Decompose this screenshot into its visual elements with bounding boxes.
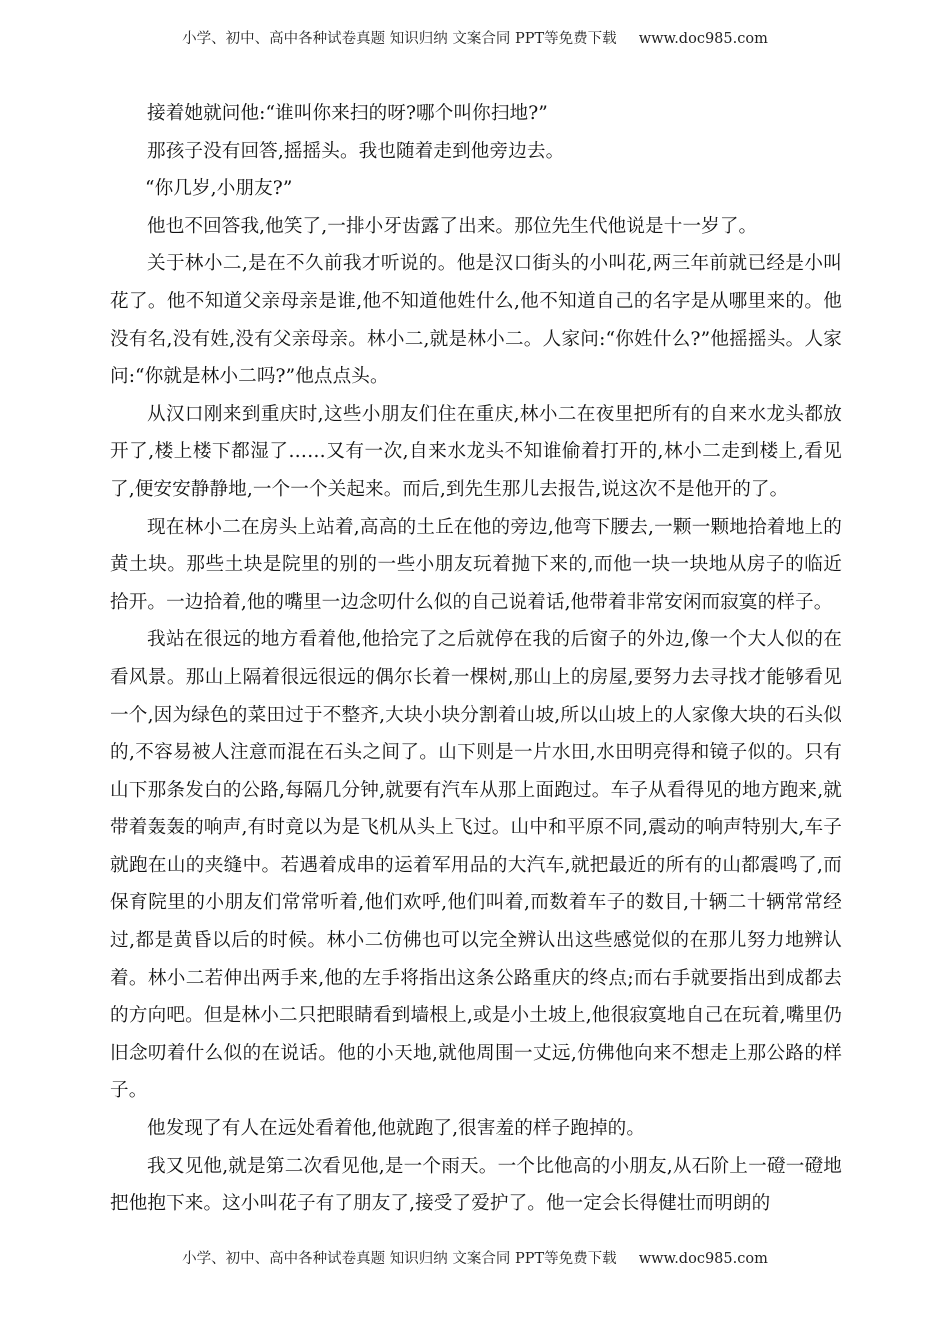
- document-body: [110, 95, 842, 1223]
- footer-banner: 小学、初中、高中各种试卷真题 知识归纳 文案合同 PPT等免费下载: [182, 1251, 617, 1267]
- paragraph: 接着她就问他:“谁叫你来扫的呀?哪个叫你扫地?”: [147, 103, 548, 124]
- header-url-link[interactable]: www.doc985.com: [638, 31, 768, 47]
- paragraph: “你几岁,小朋友?”: [145, 178, 293, 200]
- page-footer: [0, 1247, 950, 1268]
- paragraph: 他也不回答我,他笑了,一排小牙齿露了出来。那位先生代他说是十一岁了。: [147, 215, 758, 237]
- paragraph: 关于林小二,是在不久前我才听说的。他是汉口街头的小叫花,两三年前就已经是小叫花了。他不知道父亲母亲是谁,他不知道他姓什么,他不知道自己的名字是从哪里来的。他没有名,没有姓,没有父亲母亲。林小二,就是林小二。人家问:“你姓什么?”他摇摇头。人家问:“你就是林小二吗?”他点点头。: [110, 253, 842, 388]
- footer-url-link[interactable]: www.doc985.com: [638, 1251, 768, 1267]
- paragraph: 从汉口刚来到重庆时,这些小朋友们住在重庆,林小二在夜里把所有的自来水龙头都放开了,楼上楼下都湿了……又有一次,自来水龙头不知谁偷着打开的,林小二走到楼上,看见了,便安安静静地,一个一个关起来。而后,到先生那儿去报告,说这次不是他开的了。: [110, 403, 842, 500]
- paragraph: 他发现了有人在远处看着他,他就跑了,很害羞的样子跑掉的。: [147, 1118, 646, 1140]
- paragraph: 我站在很远的地方看着他,他拾完了之后就停在我的后窗子的外边,像一个大人似的在看风景。那山上隔着很远很远的偶尔长着一棵树,那山上的房屋,要努力去寻找才能够看见一个,因为绿色的菜田过于不整齐,大块小块分割着山坡,所以山坡上的人家像大块的石头似的,不容易被人注意而混在石头之间了。山下则是一片水田,水田明亮得和镜子似的。只有山下那条发白的公路,每隔几分钟,就要有汽车从那上面跑过。车子从看得见的地方跑来,就带着轰轰的响声,有时竟以为是飞机从头上飞过。山中和平原不同,震动的响声特别大,车子就跑在山的夹缝中。若遇着成串的运着军用品的大汽车,就把最近的所有的山都震鸣了,而保育院里的小朋友们常常听着,他们欢呼,他们叫着,而数着车子的数目,十辆二十辆常常经过,都是黄昏以后的时候。林小二仿佛也可以完全辨认出这些感觉似的在那儿努力地辨认着。林小二若伸出两手来,他的左手将指出这条公路重庆的终点;而右手就要指出到成都去的方向吧。但是林小二只把眼睛看到墙根上,或是小土坡上,他很寂寞地自己在玩着,嘴里仍旧念叨着什么似的在说话。他的小天地,就他周围一丈远,仿佛他向来不想走上那公路的样子。: [110, 629, 842, 1102]
- page-header: [0, 27, 950, 48]
- paragraph: 现在林小二在房头上站着,高高的土丘在他的旁边,他弯下腰去,一颗一颗地拾着地上的黄土块。那些土块是院里的别的一些小朋友玩着抛下来的,而他一块一块地从房子的临近拾开。一边拾着,他的嘴里一边念叨什么似的自己说着话,他带着非常安闲而寂寞的样子。: [110, 516, 842, 613]
- paragraph: 我又见他,就是第二次看见他,是一个雨天。一个比他高的小朋友,从石阶上一磴一磴地把他抱下来。这小叫花子有了朋友了,接受了爱护了。他一定会长得健壮而明朗的: [110, 1155, 842, 1215]
- header-banner: 小学、初中、高中各种试卷真题 知识归纳 文案合同 PPT等免费下载: [182, 31, 617, 47]
- paragraph: 那孩子没有回答,摇摇头。我也随着走到他旁边去。: [147, 140, 565, 162]
